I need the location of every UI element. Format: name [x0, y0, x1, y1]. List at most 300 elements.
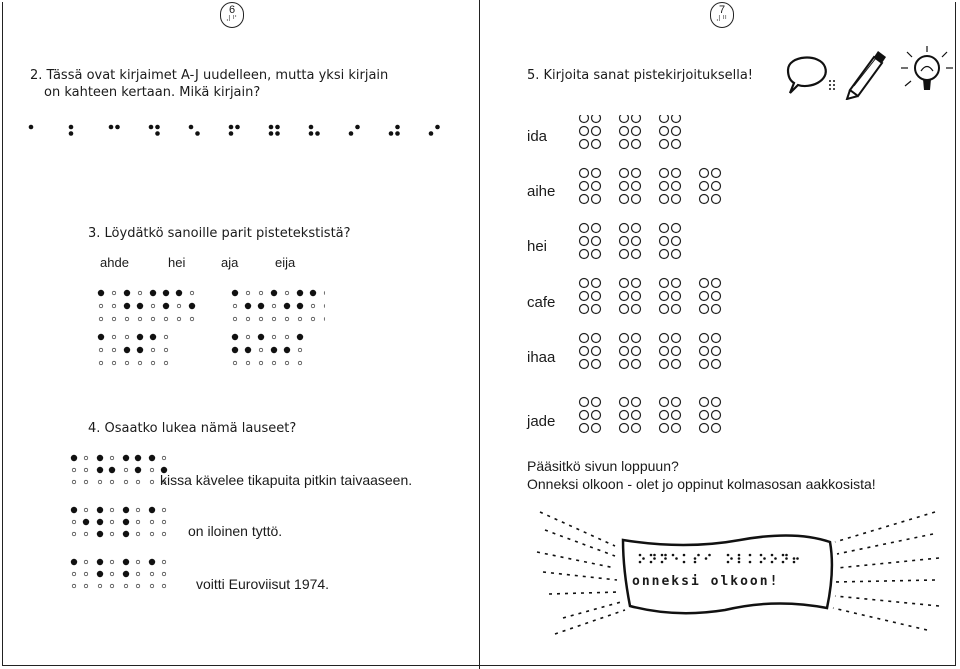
braille-dot — [683, 554, 686, 557]
task3-braille-words — [95, 287, 325, 367]
footer-line-2: Onneksi olkoon - olet jo oppinut kolmasosan aakkosista! — [527, 476, 876, 492]
answer-dot-slot[interactable] — [592, 305, 601, 314]
task3-heading: 3. Löydätkö sanoille parit pistetekstistä? — [88, 226, 351, 241]
braille-dot — [275, 131, 280, 136]
answer-dot-slot[interactable] — [580, 237, 589, 246]
answer-dot-slot[interactable] — [700, 195, 709, 204]
answer-dot-slot[interactable] — [620, 140, 629, 149]
answer-dot-slot[interactable] — [592, 127, 601, 136]
braille-dot — [675, 557, 678, 560]
answer-dot-slot[interactable] — [672, 182, 681, 191]
answer-dot-slot[interactable] — [672, 411, 681, 420]
answer-dot-slot[interactable] — [660, 115, 669, 123]
page-number-right-braille: ⠼⠛ — [715, 16, 729, 23]
answer-dot-slot[interactable] — [620, 411, 629, 420]
braille-dot — [71, 507, 77, 513]
answer-dot-slot[interactable] — [580, 115, 589, 123]
braille-dot — [115, 125, 120, 130]
page-number-right — [710, 2, 734, 28]
answer-dot-slot[interactable] — [632, 127, 641, 136]
braille-dot — [246, 335, 250, 339]
task4-sentence-1: kissa kävelee tikapuita pitkin taivaaseen. — [160, 472, 413, 488]
braille-dot — [150, 468, 154, 472]
braille-dot — [763, 557, 766, 560]
answer-dot-slot[interactable] — [592, 411, 601, 420]
answer-dot-slot[interactable] — [592, 398, 601, 407]
braille-dot — [355, 125, 360, 130]
braille-dot — [162, 560, 166, 564]
braille-dot — [112, 348, 116, 352]
answer-dot-slot[interactable] — [632, 195, 641, 204]
braille-dot — [137, 347, 143, 353]
answer-dot-slot[interactable] — [700, 347, 709, 356]
answer-dot-slot[interactable] — [632, 279, 641, 288]
braille-dot — [97, 519, 103, 525]
braille-dot — [155, 125, 160, 130]
braille-dot — [285, 335, 289, 339]
answer-dot-slot[interactable] — [712, 182, 721, 191]
braille-dot — [683, 561, 686, 564]
answer-dot-slot[interactable] — [672, 237, 681, 246]
answer-dot-slot[interactable] — [620, 279, 629, 288]
answer-dot-slot[interactable] — [632, 334, 641, 343]
answer-dot-slot[interactable] — [672, 360, 681, 369]
braille-dot — [135, 455, 141, 461]
answer-dot-slot[interactable] — [672, 398, 681, 407]
task4-heading: 4. Osaatko lukea nämä lauseet? — [88, 421, 297, 436]
answer-dot-slot[interactable] — [580, 279, 589, 288]
answer-dot-slot[interactable] — [620, 195, 629, 204]
braille-dot — [269, 125, 274, 130]
answer-dot-slot[interactable] — [592, 334, 601, 343]
answer-dot-slot[interactable] — [592, 182, 601, 191]
braille-dot — [749, 561, 752, 564]
braille-dot — [71, 559, 77, 565]
braille-dot — [271, 347, 277, 353]
braille-dot — [150, 334, 156, 340]
answer-dot-slot[interactable] — [592, 115, 601, 123]
braille-dot — [694, 557, 697, 560]
braille-dot — [311, 317, 315, 321]
braille-dot — [72, 480, 76, 484]
braille-dot — [297, 290, 303, 296]
answer-dot-slot[interactable] — [660, 334, 669, 343]
answer-dot-slot[interactable] — [660, 411, 669, 420]
answer-dot-slot[interactable] — [632, 115, 641, 123]
answer-dot-slot[interactable] — [660, 347, 669, 356]
braille-dot — [315, 131, 320, 136]
answer-dot-slot[interactable] — [592, 360, 601, 369]
braille-dot — [72, 572, 76, 576]
answer-dot-slot[interactable] — [660, 398, 669, 407]
answer-dot-slot[interactable] — [700, 360, 709, 369]
answer-dot-slot[interactable] — [660, 140, 669, 149]
braille-dot — [705, 557, 708, 560]
speech-bubble-icon — [780, 45, 840, 105]
braille-dot — [98, 584, 102, 588]
answer-dot-slot[interactable] — [620, 360, 629, 369]
answer-dot-slot[interactable] — [672, 195, 681, 204]
braille-dot — [285, 291, 289, 295]
braille-dot — [272, 335, 276, 339]
answer-dot-slot[interactable] — [660, 360, 669, 369]
braille-dot — [324, 317, 325, 321]
answer-dot-slot[interactable] — [632, 411, 641, 420]
answer-dot-slot[interactable] — [620, 305, 629, 314]
braille-dot — [661, 554, 664, 557]
braille-dot — [771, 561, 774, 564]
braille-dot — [324, 291, 325, 295]
task5-word-jade: jade — [527, 413, 556, 430]
braille-dot — [233, 304, 237, 308]
answer-dot-slot[interactable] — [660, 250, 669, 259]
answer-dot-slot[interactable] — [672, 279, 681, 288]
braille-dot — [771, 554, 774, 557]
answer-dot-slot[interactable] — [580, 334, 589, 343]
answer-dot-slot[interactable] — [712, 360, 721, 369]
answer-dot-slot[interactable] — [580, 411, 589, 420]
answer-dot-slot[interactable] — [620, 127, 629, 136]
braille-dot — [272, 304, 276, 308]
answer-dot-slot[interactable] — [632, 250, 641, 259]
answer-dot-slot[interactable] — [672, 224, 681, 233]
braille-dot — [69, 125, 74, 130]
answer-dot-slot[interactable] — [580, 127, 589, 136]
answer-dot-slot[interactable] — [580, 140, 589, 149]
braille-dot — [151, 317, 155, 321]
answer-dot-slot[interactable] — [620, 424, 629, 433]
braille-dot — [246, 361, 250, 365]
answer-dot-slot[interactable] — [620, 182, 629, 191]
answer-dot-slot[interactable] — [632, 224, 641, 233]
braille-dot — [796, 557, 799, 560]
answer-dot-slot[interactable] — [660, 279, 669, 288]
braille-dot — [232, 290, 238, 296]
answer-dot-slot[interactable] — [712, 195, 721, 204]
answer-dot-slot[interactable] — [632, 182, 641, 191]
braille-dot — [97, 531, 103, 537]
answer-dot-slot[interactable] — [660, 127, 669, 136]
answer-dot-slot[interactable] — [712, 169, 721, 178]
braille-dot — [162, 520, 166, 524]
braille-dot — [110, 532, 114, 536]
braille-dot — [235, 125, 240, 130]
answer-dot-slot[interactable] — [592, 237, 601, 246]
braille-dot — [162, 532, 166, 536]
answer-dot-slot[interactable] — [580, 169, 589, 178]
answer-dot-slot[interactable] — [660, 169, 669, 178]
braille-dot — [285, 317, 289, 321]
braille-dot — [136, 584, 140, 588]
braille-dot — [246, 291, 250, 295]
braille-dot — [229, 131, 234, 136]
braille-dot — [84, 508, 88, 512]
answer-dot-slot[interactable] — [580, 195, 589, 204]
answer-dot-slot[interactable] — [700, 424, 709, 433]
braille-dot — [136, 520, 140, 524]
braille-dot — [435, 125, 440, 130]
answer-dot-slot[interactable] — [580, 182, 589, 191]
braille-dot — [98, 290, 104, 296]
task2-braille-row — [25, 122, 465, 152]
answer-dot-slot[interactable] — [580, 250, 589, 259]
answer-dot-slot[interactable] — [660, 424, 669, 433]
answer-dot-slot[interactable] — [660, 182, 669, 191]
braille-dot — [150, 480, 154, 484]
braille-dot — [233, 361, 237, 365]
answer-dot-slot[interactable] — [700, 398, 709, 407]
braille-dot — [189, 303, 195, 309]
braille-dot — [72, 532, 76, 536]
braille-dot — [151, 361, 155, 365]
answer-dot-slot[interactable] — [632, 237, 641, 246]
braille-dot — [110, 480, 114, 484]
braille-dot — [694, 561, 697, 564]
braille-dot — [162, 508, 166, 512]
answer-dot-slot[interactable] — [672, 347, 681, 356]
braille-dot — [429, 131, 434, 136]
answer-dot-slot[interactable] — [620, 347, 629, 356]
answer-dot-slot[interactable] — [592, 250, 601, 259]
answer-dot-slot[interactable] — [620, 237, 629, 246]
braille-dot — [395, 125, 400, 130]
answer-dot-slot[interactable] — [672, 250, 681, 259]
answer-dot-slot[interactable] — [580, 224, 589, 233]
braille-dot — [125, 361, 129, 365]
braille-dot — [151, 348, 155, 352]
answer-dot-slot[interactable] — [632, 305, 641, 314]
braille-dot — [258, 334, 264, 340]
task5-word-aihe: aihe — [527, 183, 556, 200]
page-number-left — [220, 2, 244, 28]
answer-dot-slot[interactable] — [592, 279, 601, 288]
braille-dot — [138, 291, 142, 295]
answer-dot-slot[interactable] — [620, 334, 629, 343]
braille-dot — [99, 304, 103, 308]
answer-dot-slot[interactable] — [672, 169, 681, 178]
braille-dot — [150, 532, 154, 536]
answer-dot-slot[interactable] — [660, 305, 669, 314]
braille-dot — [164, 335, 168, 339]
answer-dot-slot[interactable] — [620, 398, 629, 407]
braille-dot — [650, 561, 653, 564]
braille-dot — [272, 317, 276, 321]
braille-dot — [793, 557, 796, 560]
braille-dot — [272, 361, 276, 365]
braille-dot — [639, 561, 642, 564]
answer-dot-slot[interactable] — [620, 115, 629, 123]
braille-dot — [149, 125, 154, 130]
braille-dot — [259, 361, 263, 365]
braille-dot — [150, 584, 154, 588]
answer-dot-slot[interactable] — [712, 305, 721, 314]
braille-dot — [324, 304, 325, 308]
braille-dot — [650, 554, 653, 557]
braille-dot — [97, 571, 103, 577]
braille-dot — [123, 455, 129, 461]
answer-dot-slot[interactable] — [700, 305, 709, 314]
task2-heading-line2: on kahteen kertaan. Mikä kirjain? — [44, 85, 261, 100]
braille-dot — [84, 584, 88, 588]
braille-dot — [150, 520, 154, 524]
braille-dot — [125, 335, 129, 339]
braille-dot — [229, 125, 234, 130]
answer-dot-slot[interactable] — [672, 127, 681, 136]
braille-dot — [123, 507, 129, 513]
braille-dot — [98, 480, 102, 484]
braille-dot — [110, 584, 114, 588]
answer-dot-slot[interactable] — [712, 398, 721, 407]
braille-dot — [164, 317, 168, 321]
task5-word-ihaa: ihaa — [527, 349, 556, 366]
braille-dot — [232, 347, 238, 353]
answer-dot-slot[interactable] — [712, 424, 721, 433]
answer-dot-slot[interactable] — [592, 424, 601, 433]
answer-dot-slot[interactable] — [700, 279, 709, 288]
braille-dot — [84, 480, 88, 484]
braille-dot — [138, 361, 142, 365]
braille-dot — [233, 317, 237, 321]
braille-dot — [190, 317, 194, 321]
braille-dot — [99, 348, 103, 352]
answer-dot-slot[interactable] — [580, 360, 589, 369]
braille-dot — [245, 347, 251, 353]
braille-dot — [284, 347, 290, 353]
answer-dot-slot[interactable] — [712, 411, 721, 420]
braille-dot — [123, 519, 129, 525]
braille-dot — [297, 334, 303, 340]
answer-dot-slot[interactable] — [632, 424, 641, 433]
answer-dot-slot[interactable] — [700, 292, 709, 301]
answer-dot-slot[interactable] — [632, 360, 641, 369]
braille-dot — [124, 480, 128, 484]
answer-dot-slot[interactable] — [592, 292, 601, 301]
task2-heading-line1: 2. Tässä ovat kirjaimet A-J uudelleen, mutta yksi kirjain — [30, 68, 389, 83]
answer-dot-slot[interactable] — [700, 169, 709, 178]
answer-dot-slot[interactable] — [592, 195, 601, 204]
answer-dot-slot[interactable] — [712, 292, 721, 301]
braille-dot — [99, 361, 103, 365]
braille-dot — [83, 519, 89, 525]
braille-dot — [672, 554, 675, 557]
answer-dot-slot[interactable] — [632, 169, 641, 178]
answer-dot-slot[interactable] — [712, 279, 721, 288]
answer-dot-slot[interactable] — [592, 169, 601, 178]
braille-dot — [164, 348, 168, 352]
braille-dot — [110, 560, 114, 564]
banner-text: onneksi olkoon! — [632, 574, 780, 589]
task3-word-eija: eija — [275, 255, 296, 270]
braille-dot — [136, 508, 140, 512]
page-number-left-label: 6 — [228, 4, 236, 16]
answer-dot-slot[interactable] — [712, 334, 721, 343]
answer-dot-slot[interactable] — [672, 292, 681, 301]
braille-dot — [138, 317, 142, 321]
braille-dot — [727, 554, 730, 557]
banner-braille-text — [636, 553, 816, 567]
braille-dot — [232, 334, 238, 340]
braille-dot — [137, 334, 143, 340]
answer-dot-slot[interactable] — [672, 334, 681, 343]
braille-dot — [664, 557, 667, 560]
braille-dot — [284, 303, 290, 309]
braille-dot — [110, 572, 114, 576]
answer-dot-slot[interactable] — [632, 398, 641, 407]
task5-answer-grids[interactable] — [578, 115, 728, 445]
answer-dot-slot[interactable] — [632, 292, 641, 301]
braille-dot — [163, 303, 169, 309]
lightbulb-icon — [893, 42, 958, 102]
answer-dot-slot[interactable] — [660, 224, 669, 233]
braille-dot — [311, 304, 315, 308]
answer-dot-slot[interactable] — [660, 292, 669, 301]
answer-dot-slot[interactable] — [580, 292, 589, 301]
braille-dot — [162, 584, 166, 588]
answer-dot-slot[interactable] — [592, 347, 601, 356]
answer-dot-slot[interactable] — [672, 115, 681, 123]
braille-dot — [112, 361, 116, 365]
answer-dot-slot[interactable] — [700, 182, 709, 191]
braille-dot — [97, 455, 103, 461]
answer-dot-slot[interactable] — [660, 195, 669, 204]
braille-dot — [395, 131, 400, 136]
braille-dot — [149, 559, 155, 565]
answer-dot-slot[interactable] — [580, 398, 589, 407]
braille-dot — [150, 290, 156, 296]
braille-dot — [124, 303, 130, 309]
answer-dot-slot[interactable] — [620, 292, 629, 301]
answer-dot-slot[interactable] — [620, 169, 629, 178]
answer-dot-slot[interactable] — [700, 334, 709, 343]
answer-dot-slot[interactable] — [580, 347, 589, 356]
braille-dot — [738, 557, 741, 560]
braille-dot — [136, 560, 140, 564]
answer-dot-slot[interactable] — [632, 140, 641, 149]
answer-dot-slot[interactable] — [672, 140, 681, 149]
braille-dot — [298, 348, 302, 352]
answer-dot-slot[interactable] — [672, 424, 681, 433]
braille-dot — [785, 557, 788, 560]
braille-dot — [135, 467, 141, 473]
task3-word-aja: aja — [221, 255, 239, 270]
answer-dot-slot[interactable] — [712, 347, 721, 356]
braille-dot — [136, 572, 140, 576]
answer-dot-slot[interactable] — [620, 250, 629, 259]
braille-dot — [349, 131, 354, 136]
braille-dot — [124, 290, 130, 296]
braille-dot — [177, 304, 181, 308]
braille-dot — [653, 557, 656, 560]
answer-dot-slot[interactable] — [592, 224, 601, 233]
footer-line-1: Pääsitkö sivun loppuun? — [527, 458, 679, 474]
answer-dot-slot[interactable] — [580, 424, 589, 433]
answer-dot-slot[interactable] — [592, 140, 601, 149]
answer-dot-slot[interactable] — [632, 347, 641, 356]
answer-dot-slot[interactable] — [580, 305, 589, 314]
braille-dot — [29, 125, 34, 130]
braille-dot — [84, 572, 88, 576]
answer-dot-slot[interactable] — [672, 305, 681, 314]
braille-dot — [151, 304, 155, 308]
braille-dot — [782, 561, 785, 564]
answer-dot-slot[interactable] — [660, 237, 669, 246]
braille-dot — [110, 520, 114, 524]
braille-dot — [84, 532, 88, 536]
answer-dot-slot[interactable] — [620, 224, 629, 233]
braille-dot — [136, 532, 140, 536]
braille-dot — [110, 456, 114, 460]
answer-dot-slot[interactable] — [700, 411, 709, 420]
